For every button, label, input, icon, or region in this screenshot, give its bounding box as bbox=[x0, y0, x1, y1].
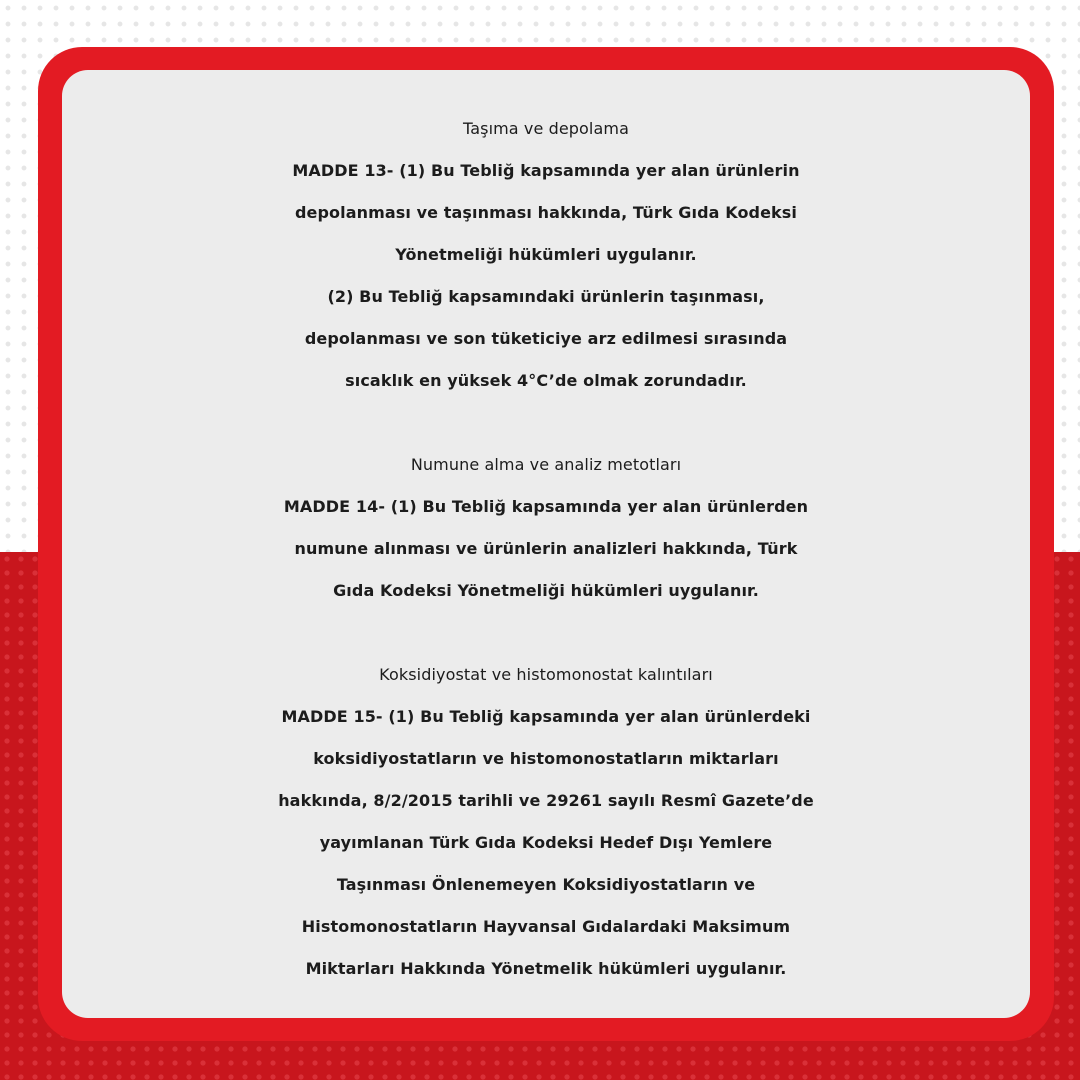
section-spacer bbox=[62, 402, 1030, 444]
article-line: MADDE 13- (1) Bu Tebliğ kapsamında yer alan ürünlerin bbox=[292, 161, 800, 180]
article-line: depolanması ve taşınması hakkında, Türk Gıda Kodeksi bbox=[294, 203, 798, 222]
article-line: Miktarları Hakkında Yönetmelik hükümleri uygulanır. bbox=[305, 959, 787, 978]
article-line: koksidiyostatların ve histomonostatların miktarları bbox=[313, 749, 779, 768]
article-line: sıcaklık en yüksek 4°C’de olmak zorundadır. bbox=[345, 371, 747, 390]
regulation-text bbox=[62, 108, 1030, 990]
article-line: Gıda Kodeksi Yönetmeliği hükümleri uygulanır. bbox=[333, 581, 759, 600]
article-line: numune alınması ve ürünlerin analizleri hakkında, Türk bbox=[294, 539, 798, 558]
article-line: Taşınması Önlenemeyen Koksidiyostatların ve bbox=[336, 875, 756, 894]
section-spacer bbox=[62, 612, 1030, 654]
article-line: (2) Bu Tebliğ kapsamındaki ürünlerin taşınması, bbox=[327, 287, 765, 306]
article-line: yayımlanan Türk Gıda Kodeksi Hedef Dışı Yemlere bbox=[319, 833, 773, 852]
article-line: Yönetmeliği hükümleri uygulanır. bbox=[395, 245, 697, 264]
section-title: Numune alma ve analiz metotları bbox=[410, 455, 682, 474]
section-title: Taşıma ve depolama bbox=[463, 119, 629, 138]
article-line: hakkında, 8/2/2015 tarihli ve 29261 sayılı Resmî Gazete’de bbox=[278, 791, 814, 810]
article-line: depolanması ve son tüketiciye arz edilmesi sırasında bbox=[304, 329, 788, 348]
article-line: MADDE 15- (1) Bu Tebliğ kapsamında yer alan ürünlerdeki bbox=[281, 707, 811, 726]
article-line: Histomonostatların Hayvansal Gıdalardaki Maksimum bbox=[301, 917, 791, 936]
article-line: MADDE 14- (1) Bu Tebliğ kapsamında yer alan ürünlerden bbox=[283, 497, 809, 516]
section-title: Koksidiyostat ve histomonostat kalıntıları bbox=[379, 665, 713, 684]
